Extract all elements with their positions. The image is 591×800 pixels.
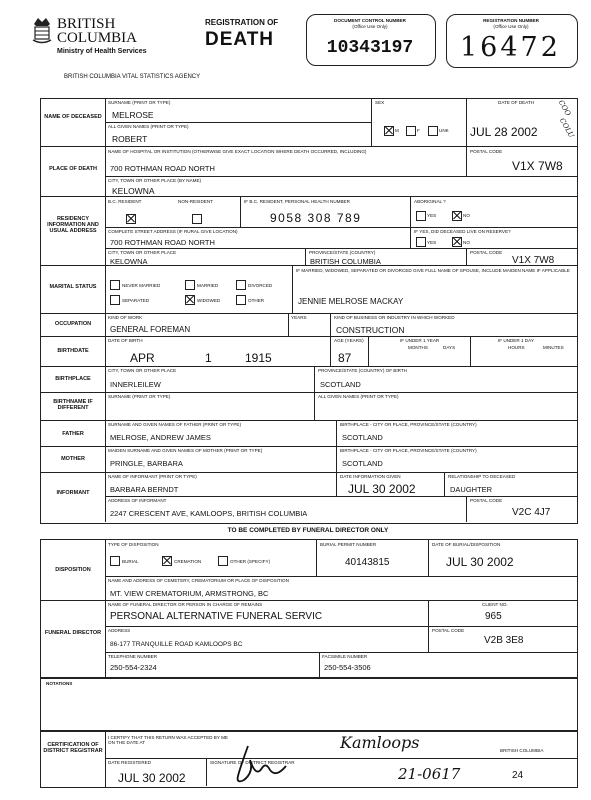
divider [314,366,315,392]
divider [305,248,306,265]
divider [105,122,371,123]
place-postal-label: POSTAL CODE [470,149,503,154]
divider [292,265,293,313]
client-no-label: CLIENT NO. [482,602,508,607]
hospital-label: NAME OF HOSPITAL OR INSTITUTION (OTHERWISE GIVE EXACT LOCATION WHERE DEATH OCCURRED, INCLUDING) [108,149,367,154]
res-province-value: BRITISH COLUMBIA [310,257,381,266]
divider [40,420,577,421]
mother-name-value: PRINGLE, BARBARA [110,459,183,468]
divider [105,626,577,627]
divorced-label: DIVORCED [248,283,273,288]
dob-label: DATE OF BIRTH [108,338,143,343]
divider [428,600,429,652]
divider [444,472,445,496]
label-name-of-deceased: NAME OF DECEASED [44,114,102,120]
separated-checkbox[interactable] [110,295,120,305]
divider [466,146,467,176]
label-marital-status: MARITAL STATUS [49,284,97,290]
divider [206,758,207,786]
res-province-label: PROVINCE/STATE (COUNTRY) [309,250,376,255]
label-certification: CERTIFICATION OF DISTRICT REGISTRAR [43,742,103,754]
registrar-district-number: 21-0617 [398,765,461,783]
label-funeral-director: FUNERAL DIRECTOR [44,630,102,636]
label-place-of-death: PLACE OF DEATH [49,166,97,172]
sex-unk-label: UNK [439,128,449,133]
divider [466,98,467,146]
other-disposition-label: OTHER (SPECIFY) [230,559,271,564]
divider [105,227,577,228]
hours-label: HOURS [508,345,525,350]
date-registered-value: JUL 30 2002 [118,771,186,785]
place-city-value: KELOWNA [112,186,155,196]
divider [40,313,577,314]
fd-address-label: ADDRESS [108,628,131,633]
other-marital-checkbox[interactable] [236,295,246,305]
divider [316,539,317,576]
funeral-section-heading: TO BE COMPLETED BY FUNERAL DIRECTOR ONLY [227,527,389,534]
informant-postal-label: POSTAL CODE [470,498,503,503]
doc-control-number: 10343197 [326,38,414,58]
burial-label: BURIAL [122,559,139,564]
divider [240,196,241,227]
surname-label: SURNAME (PRINT OR TYPE) [108,100,171,105]
divorced-checkbox[interactable] [236,280,246,290]
cemetery-label: NAME AND ADDRESS OF CEMETERY, CREMATORIUM OR PLACE OF DISPOSITION [108,578,289,583]
age-value: 87 [338,351,352,365]
father-name-value: MELROSE, ANDREW JAMES [110,433,211,442]
bp-province-value: SCOTLAND [320,380,361,389]
work-value: GENERAL FOREMAN [110,325,191,334]
fd-name-label: NAME OF FUNERAL DIRECTOR OR PERSON IN CHARGE OF REMAINS [108,602,263,607]
doc-control-label: DOCUMENT CONTROL NUMBER [334,18,406,23]
divider [336,472,337,496]
dob-month: APR [130,351,155,365]
reg-number-label: REGISTRATION NUMBER [483,18,539,23]
divider [40,196,577,197]
divider [319,652,320,677]
notations-label: NOTATIONS [46,681,73,686]
other-marital-label: OTHER [248,298,265,303]
bp-city-label: CITY, TOWN OR OTHER PLACE [108,368,177,373]
other-disposition-checkbox[interactable] [218,556,228,566]
title-small: REGISTRATION OF [205,18,279,27]
dob-year: 1915 [245,351,272,365]
street-value: 700 ROTHMAN ROAD NORTH [110,238,215,247]
given-label: ALL GIVEN NAMES (PRINT OR TYPE) [108,124,189,129]
org-name-line2: COLUMBIA [57,30,138,46]
work-label: KIND OF WORK [108,315,143,320]
relationship-label: RELATIONSHIP TO DECEASED [448,474,516,479]
registrar-signature-label: SIGNATURE OF DISTRICT REGISTRAR [210,760,295,765]
aboriginal-no-checkbox[interactable] [452,211,462,221]
label-occupation: OCCUPATION [54,321,92,327]
divider [40,472,577,473]
fd-postal-label: POSTAL CODE [432,628,465,633]
sex-m-checkbox[interactable] [384,126,394,136]
res-city-label: CITY, TOWN OR OTHER PLACE [108,250,177,255]
bc-resident-checkbox[interactable] [126,214,136,224]
informant-addr-label: ADDRESS OF INFORMANT [108,498,167,503]
reserve-no-label: NO [463,240,470,245]
certification-province: BRITISH COLUMBIA [500,748,544,753]
reg-number-value: 16472 [460,32,561,63]
label-father: FATHER [62,431,84,437]
divider [105,496,577,497]
birthname-given-label: ALL GIVEN NAMES (PRINT OR TYPE) [318,394,399,399]
informant-date-value: JUL 30 2002 [348,482,416,496]
deceased-surname: MELROSE [112,110,154,120]
never-married-checkbox[interactable] [110,280,120,290]
divider [314,392,315,420]
registration-place: Kamloops [340,733,420,752]
label-birthname: BIRTHNAME IF DIFFERENT [53,399,93,411]
sex-f-label: F [417,128,420,133]
reserve-yes-checkbox[interactable] [416,237,426,247]
phn-label: IF B.C. RESIDENT, PERSONAL HEALTH NUMBER [244,199,350,204]
res-city-value: KELOWNA [110,257,148,266]
divider [105,248,577,249]
divider [371,98,372,146]
separated-label: SEPARATED [122,298,150,303]
aboriginal-no-label: NO [463,213,470,218]
divider [330,336,331,366]
street-label: COMPLETE STREET ADDRESS (IF RURAL GIVE LOCATION) [108,229,238,234]
father-name-label: SURNAME AND GIVEN NAMES OF FATHER (PRINT OR TYPE) [108,422,241,427]
org-name-line1: BRITISH [57,16,116,32]
divider [288,313,289,336]
divider [105,576,577,577]
months-label: MONTHS [408,345,428,350]
informant-postal-value: V2C 4J7 [512,507,551,518]
sex-unk-checkbox[interactable] [428,126,438,136]
divider [40,366,577,367]
place-hospital-value: 700 ROTHMAN ROAD NORTH [110,164,215,173]
fd-phone-label: TELEPHONE NUMBER [108,654,158,659]
doc-control-sub: (Office Use Only) [352,24,388,29]
deceased-given-names: ROBERT [112,134,148,144]
divider [40,146,577,147]
divider [40,600,577,601]
spouse-value: JENNIE MELROSE MACKAY [298,297,404,306]
mother-bp-label: BIRTHPLACE - CITY OR PLACE, PROVINCE/STATE (COUNTRY) [340,448,477,453]
label-column-divider [105,539,106,677]
bp-province-label: PROVINCE/STATE (COUNTRY) OF BIRTH [318,368,407,373]
burial-checkbox[interactable] [110,556,120,566]
relationship-value: DAUGHTER [450,485,493,494]
divider [40,392,577,393]
certify-statement: I CERTIFY THAT THIS RETURN WAS ACCEPTED BY ME ON THE DATE AT [108,735,228,745]
non-resident-label: NON-RESIDENT [178,199,213,204]
fd-postal-value: V2B 3E8 [484,635,524,646]
widowed-label: WIDOWED [197,298,221,303]
married-checkbox[interactable] [185,280,195,290]
reserve-yes-label: YES [427,240,437,245]
agency-name: BRITISH COLUMBIA VITAL STATISTICS AGENCY [64,74,201,80]
label-birthplace: BIRTHPLACE [55,376,91,382]
business-value: CONSTRUCTION [336,325,405,335]
mother-name-label: MAIDEN SURNAME AND GIVEN NAMES OF MOTHER (PRINT OR TYPE) [108,448,263,453]
divider [410,196,411,248]
title-death: DEATH [205,29,275,50]
fd-address-value: 86-177 TRANQUILLE ROAD KAMLOOPS BC [110,641,243,648]
bc-logo [30,14,54,46]
sex-f-checkbox[interactable] [406,126,416,136]
reserve-no-checkbox[interactable] [452,237,462,247]
place-postal-value: V1X 7W8 [512,159,563,173]
divider [105,758,577,759]
under-1-year-label: IF UNDER 1 YEAR [400,338,440,343]
registration-sequence: 24 [512,770,524,781]
fd-fax-value: 250-554-3506 [324,663,371,672]
label-column-divider [105,98,106,522]
minutes-label: MINUTES [543,345,564,350]
cremation-label: CREMATION [174,559,202,564]
res-postal-label: POSTAL CODE [470,250,503,255]
informant-name-label: NAME OF INFORMANT (PRINT OR TYPE) [108,474,197,479]
stamp-line2: COLU [557,116,576,140]
fd-fax-label: FACSIMILE NUMBER [322,654,368,659]
disposition-type-label: TYPE OF DISPOSITION [108,542,159,547]
registrar-signature [226,738,296,788]
label-disposition: DISPOSITION [55,567,91,573]
label-mother: MOTHER [61,456,85,462]
date-of-death-label: DATE OF DEATH [498,100,535,105]
bp-city-value: INNERLEILEW [110,380,161,389]
years-label: YEARS [291,315,307,320]
reg-number-sub: (Office Use Only) [493,24,529,29]
disposition-date-value: JUL 30 2002 [446,555,514,569]
age-label: AGE (YEARS) [334,338,364,343]
father-bp-label: BIRTHPLACE - CITY OR PLACE, PROVINCE/STATE (COUNTRY) [340,422,477,427]
permit-value: 40143815 [345,557,390,568]
aboriginal-label: ABORIGINAL ? [414,199,446,204]
divider [40,336,577,337]
fd-name-value: PERSONAL ALTERNATIVE FUNERAL SERVIC [110,611,323,622]
divider [428,539,429,576]
divider [470,336,471,366]
cemetery-value: MT. VIEW CREMATORIUM, ARMSTRONG, BC [110,589,269,598]
under-1-day-label: IF UNDER 1 DAY [498,338,534,343]
business-label: KIND OF BUSINESS OR INDUSTRY IN WHICH WORKED [334,315,455,320]
divider [336,420,337,472]
mother-bp-value: SCOTLAND [342,459,383,468]
cremation-checkbox[interactable] [162,556,172,566]
reserve-label: IF YES, DID DECEASED LIVE ON RESERVE? [414,229,511,234]
divider [466,496,467,522]
non-resident-checkbox[interactable] [192,214,202,224]
days-label: DAYS [443,345,456,350]
married-label: MARRIED [197,283,219,288]
aboriginal-yes-checkbox[interactable] [416,211,426,221]
label-informant: INFORMANT [56,490,90,496]
father-bp-value: SCOTLAND [342,433,383,442]
phn-value: 9058 308 789 [270,211,362,225]
sex-label: SEX [375,100,385,105]
date-of-death-value: JUL 28 2002 [470,125,538,139]
divider [466,248,467,265]
label-birthdate: BIRTHDATE [57,348,89,354]
stamp-line1: COO [556,98,573,118]
divider [105,652,577,653]
bc-resident-label: B.C. RESIDENT [108,199,142,204]
notations-box [40,677,578,732]
permit-label: BURIAL PERMIT NUMBER [320,542,377,547]
aboriginal-yes-label: YES [427,213,437,218]
divider [368,336,369,366]
place-city-label: CITY, TOWN OR OTHER PLACE (BY NAME) [108,178,202,183]
sex-m-label: M [395,128,399,133]
client-no-value: 965 [485,611,502,622]
disposition-date-label: DATE OF BURIAL/DISPOSITION [432,542,501,547]
dob-day: 1 [205,351,212,365]
date-registered-label: DATE REGISTERED [108,760,152,765]
divider [40,446,577,447]
ministry-name: Ministry of Health Services [57,48,147,55]
widowed-checkbox[interactable] [185,295,195,305]
informant-addr-value: 2247 CRESCENT AVE, KAMLOOPS, BRITISH COLUMBIA [110,509,308,518]
fd-phone-value: 250-554-2324 [110,663,157,672]
informant-date-label: DATE INFORMATION GIVEN [340,474,401,479]
birthname-surname-label: SURNAME (PRINT OR TYPE) [108,394,171,399]
divider [330,313,331,336]
informant-name-value: BARBARA BERNDT [110,485,179,494]
res-postal-value: V1X 7W8 [512,255,555,266]
label-residency: RESIDENCY INFORMATION AND USUAL ADDRESS [47,216,99,234]
divider [105,176,577,177]
never-married-label: NEVER MARRIED [122,283,161,288]
spouse-label: IF MARRIED, WIDOWED, SEPARATED OR DIVORCED GIVE FULL NAME OF SPOUSE, INCLUDE MAIDEN NAME IF APPLICABLE [296,268,570,273]
